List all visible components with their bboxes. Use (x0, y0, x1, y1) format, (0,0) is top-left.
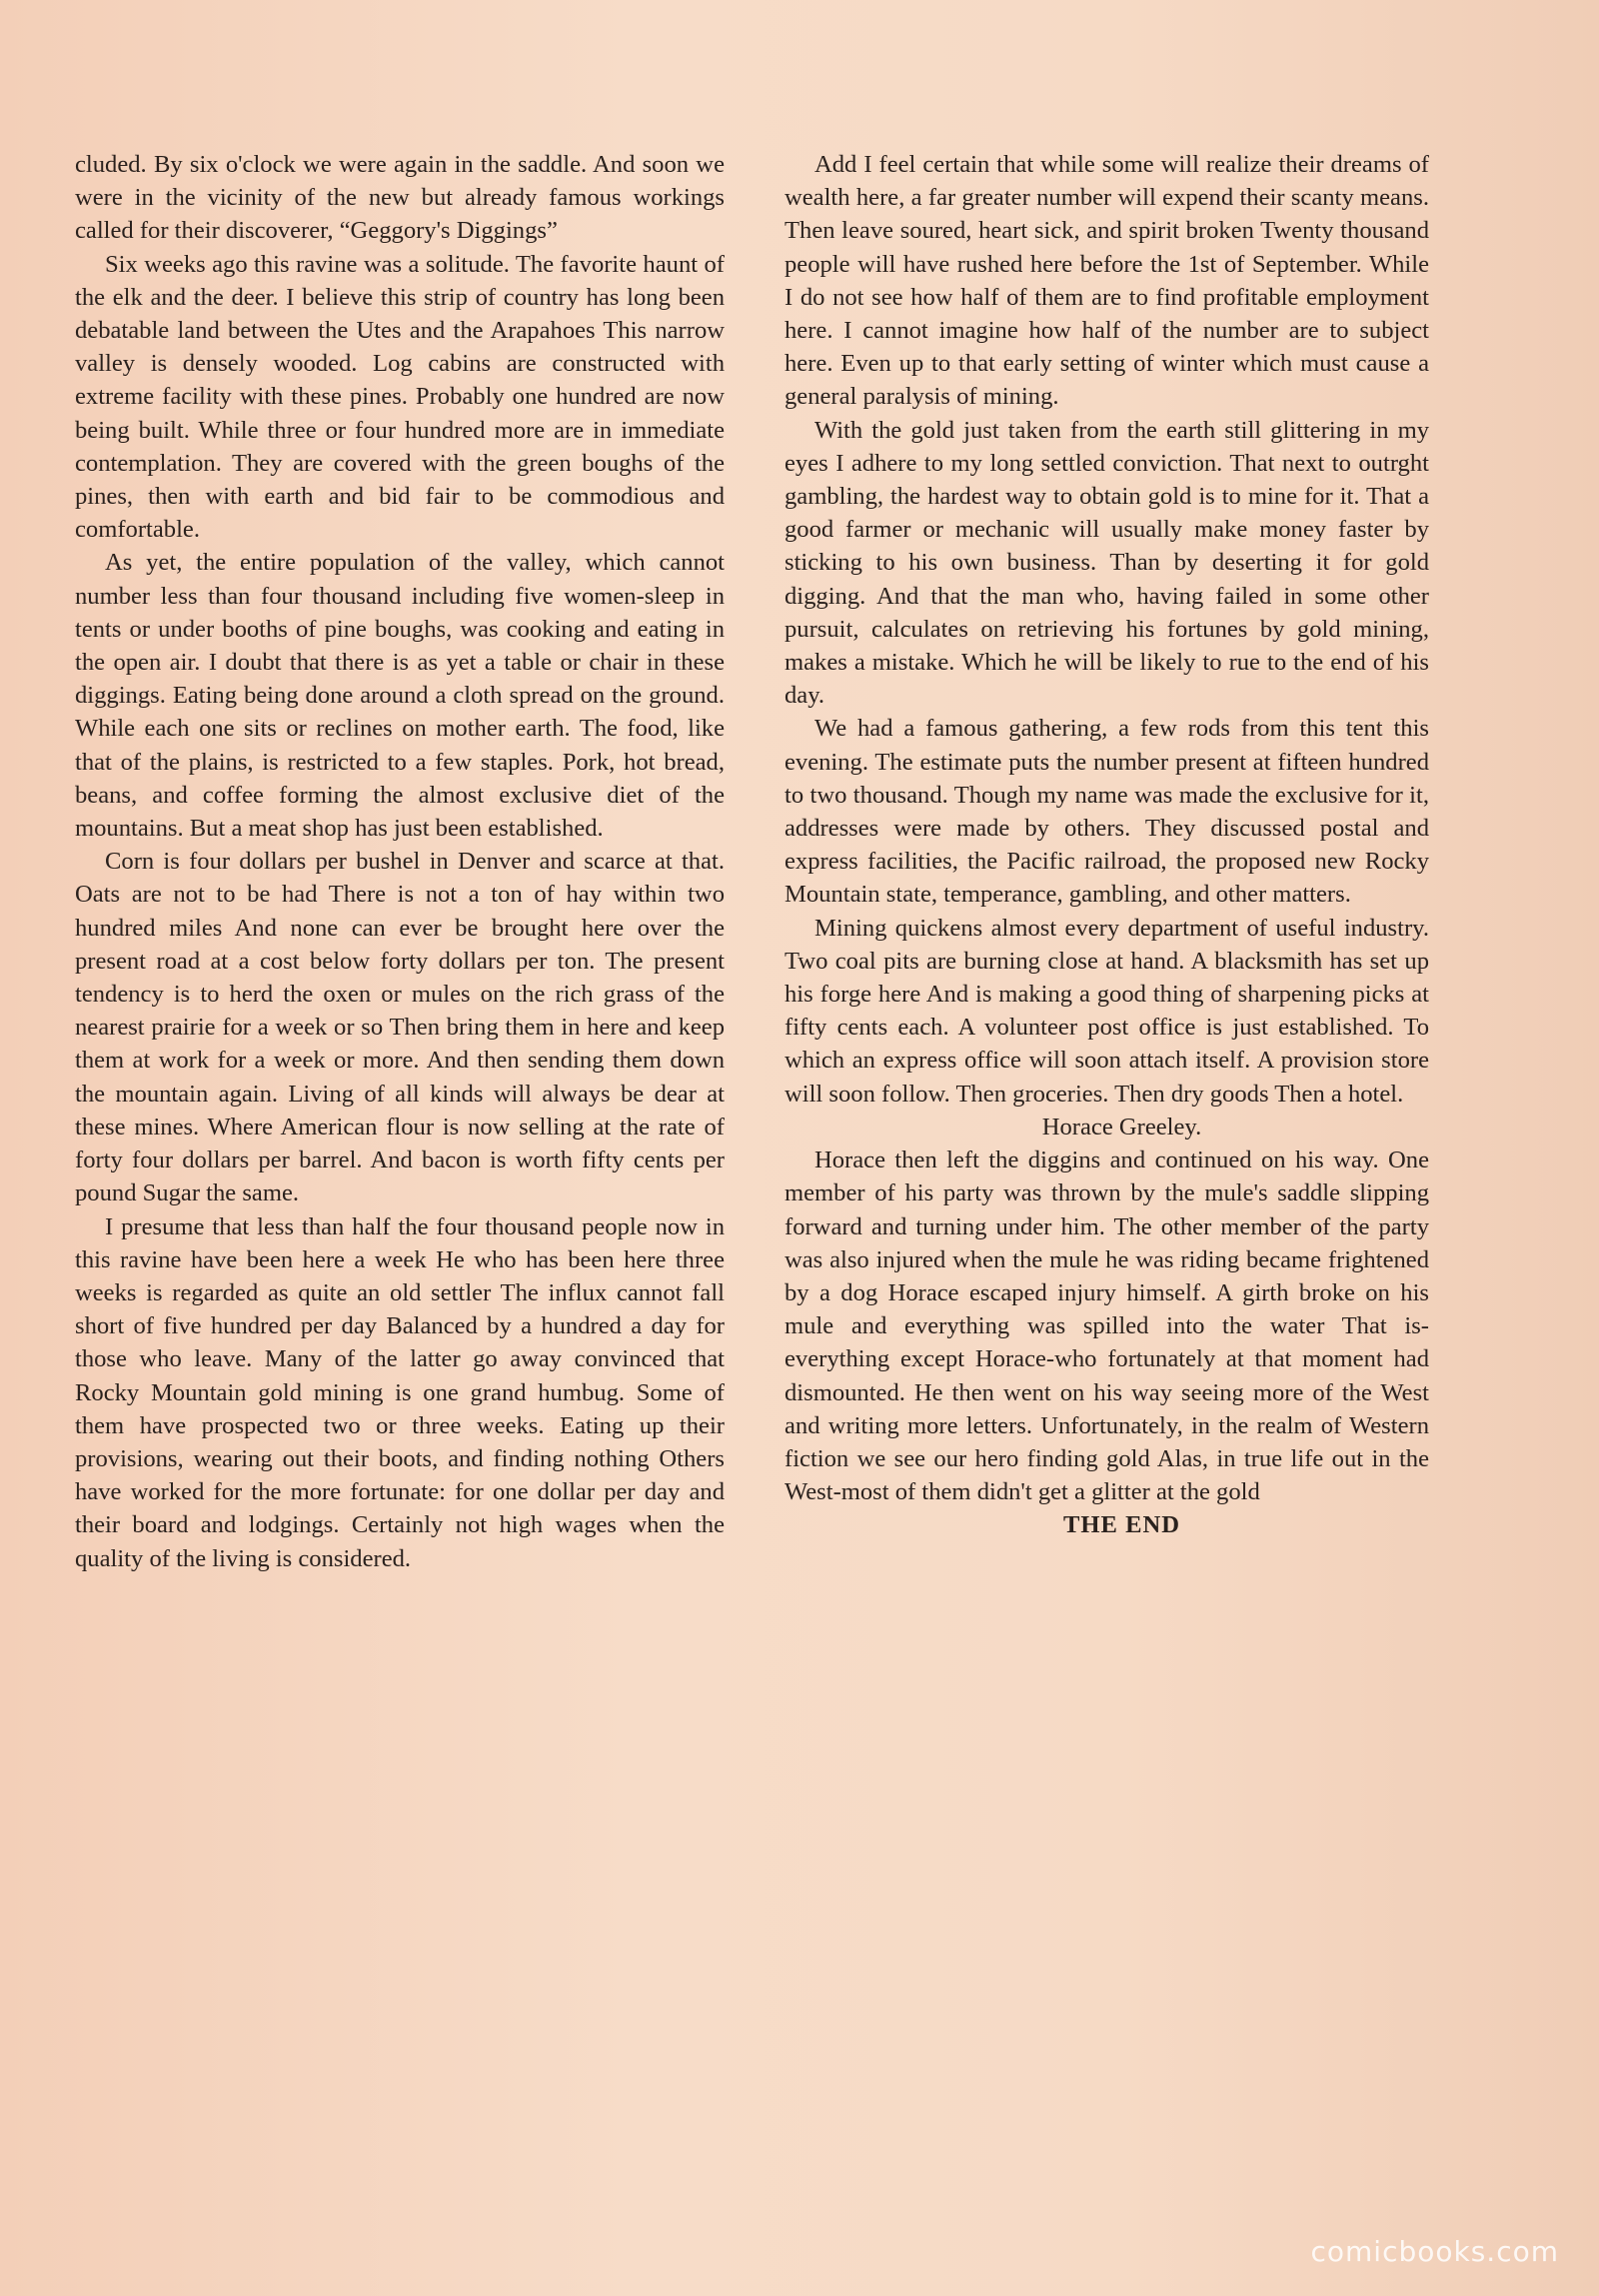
paragraph: Add I feel certain that while some will realize their dreams of wealth here, a far greater number will expend their scanty means. Then leave soured, heart sick, and spirit broken Twenty thousand people will have rushed here before the 1st of September. While I do not see how half of them are to find profitable employment here. I cannot imagine how half of the number are to subject here. Even up to that early setting of winter which must cause a general paralysis of mining. (785, 151, 1429, 411)
right-column (785, 148, 1429, 1542)
paragraph: With the gold just taken from the earth still glittering in my eyes I adhere to my long settled conviction. That next to outrght gambling, the hardest way to obtain gold is to mine for it. That a good farmer or mechanic will usually make money faster by sticking to his own business. Than by deserting it for gold digging. And that the man who, having failed in some other pursuit, calculates on retrieving his fortunes by gold mining, makes a mistake. Which he will be likely to rue to the end of his day. (785, 416, 1429, 710)
paragraph: I presume that less than half the four thousand people now in this ravine have been here a week He who has been here three weeks is regarded as quite an old settler The influx cannot fall short of five hundred per day Balanced by a hundred a day for those who leave. Many of the latter go away convinced that Rocky Mountain gold mining is one grand humbug. Some of them have prospected two or three weeks. Eating up their provisions, wearing out their boots, and finding nothing Others have worked for the more fortunate: for one dollar per day and their board and lodgings. Certainly not high wages when the quality of the living is considered. (75, 1212, 725, 1572)
signature: Horace Greeley. (1041, 1113, 1202, 1141)
paragraph: Mining quickens almost every department of useful industry. Two coal pits are burning close at hand. A blacksmith has set up his forge here And is making a good thing of sharpening picks at fifty cents each. A volunteer post office is just established. To which an express office will soon attach itself. A provision store will soon follow. Then groceries. Then dry goods Then a hotel. (785, 914, 1429, 1108)
site-watermark: comicbooks.com (1310, 2235, 1559, 2268)
left-column (75, 148, 725, 1575)
paragraph: As yet, the entire population of the valley, which cannot number less than four thousand including five women-sleep in tents or under booths of pine boughs, was cooking and eating in the open air. I doubt that there is as yet a table or chair in these diggings. Eating being done around a cloth spread on the ground. While each one sits or reclines on mother earth. The food, like that of the plains, is restricted to a few staples. Pork, hot bread, beans, and coffee forming the almost exclusive diet of the mountains. But a meat shop has just been established. (75, 549, 725, 843)
paragraph: We had a famous gathering, a few rods from this tent this evening. The estimate puts the number present at fifteen hundred to two thousand. Though my name was made the exclusive for it, addresses were made by others. They discussed postal and express facilities, the Pacific railroad, the proposed new Rocky Mountain state, temperance, gambling, and other matters. (785, 715, 1429, 909)
epilogue-paragraph: Horace then left the diggins and continued on his way. One member of his party was thrown by the mule's saddle slipping forward and turning under him. The other member of the party was also injured when the mule he was riding became frightened by a dog Horace escaped injury himself. A girth broke on his mule and everything was spilled into the water That is-everything except Horace-who fortunately at that moment had dismounted. He then went on his way seeing more of the West and writing more letters. Unfortunately, in the realm of Western fiction we see our hero finding gold Alas, in true life out in the West-most of them didn't get a glitter at the gold (785, 1147, 1429, 1506)
paragraph: cluded. By six o'clock we were again in the saddle. And soon we were in the vicinity of the new but already famous workings called for their discoverer, “Geggory's Diggings” (75, 151, 725, 245)
paragraph: Corn is four dollars per bushel in Denver and scarce at that. Oats are not to be had There is not a ton of hay within two hundred miles And none can ever be brought here over the present road at a cost below forty dollars per ton. The present tendency is to herd the oxen or mules on the rich grass of the nearest prairie for a week or so Then bring them in here and keep them at work for a week or more. And then sending them down the mountain again. Living of all kinds will always be dear at these mines. Where American flour is now selling at the rate of forty four dollars per barrel. And bacon is worth fifty cents per pound Sugar the same. (75, 848, 725, 1207)
the-end-label: THE END (1062, 1511, 1180, 1539)
paragraph: Six weeks ago this ravine was a solitude. The favorite haunt of the elk and the deer. I believe this strip of country has long been debatable land between the Utes and the Arapahoes This narrow valley is densely wooded. Log cabins are constructed with extreme facility with these pines. Probably one hundred are now being built. While three or four hundred more are in immediate contemplation. They are covered with the green boughs of the pines, then with earth and bid fair to be commodious and comfortable. (75, 250, 725, 544)
